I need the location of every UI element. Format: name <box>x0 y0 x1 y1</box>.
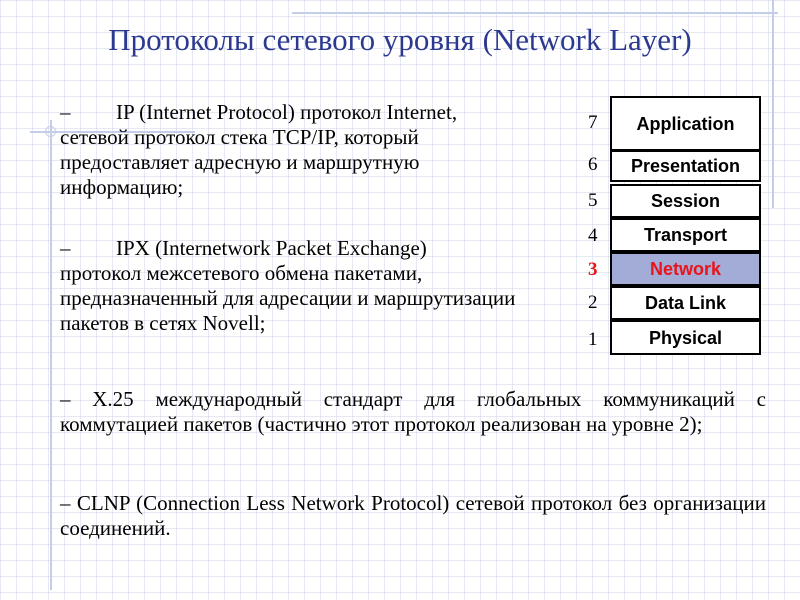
osi-layer-number: 6 <box>588 154 598 175</box>
osi-layer-number: 2 <box>588 292 598 313</box>
paragraph-clnp: – CLNP (Connection Less Network Protocol) сетевой протокол без организации соединений. <box>60 491 766 540</box>
osi-layer-number: 3 <box>588 259 598 280</box>
osi-layer-data-link: Data Link <box>610 286 761 320</box>
osi-layer-session: Session <box>610 184 761 218</box>
paragraph-x25: – X.25 международный стандарт для глобальных коммуникаций с коммутацией пакетов (частично этот протокол реализован на уровне 2); <box>60 387 766 436</box>
osi-layer-number: 7 <box>588 112 598 133</box>
osi-layer-application: Application <box>610 96 761 151</box>
bullet-dash: – <box>60 236 71 260</box>
osi-layer-number: 5 <box>588 190 598 211</box>
bullet-dash: – <box>60 100 71 124</box>
paragraph-ipx-text: протокол межсетевого обмена пакетами, предназначенный для адресации и маршрутизации пакетов в сетях Novell; <box>60 261 516 335</box>
paragraph-ip-text: сетевой протокол стека TCP/IP, который предоставляет адресную и маршрутную информацию; <box>60 125 420 199</box>
page-title: Протоколы сетевого уровня (Network Layer) <box>108 22 692 57</box>
osi-layer-number: 4 <box>588 225 598 246</box>
osi-layer-network: Network <box>610 252 761 286</box>
paragraph-ipx-first-line: IPX (Internetwork Packet Exchange) <box>116 236 427 260</box>
osi-layer-transport: Transport <box>610 218 761 252</box>
osi-layer-presentation: Presentation <box>610 150 761 182</box>
paragraph-ip-first-line: IP (Internet Protocol) протокол Internet, <box>116 100 458 124</box>
osi-layer-number: 1 <box>588 329 598 350</box>
osi-layer-physical: Physical <box>610 320 761 355</box>
